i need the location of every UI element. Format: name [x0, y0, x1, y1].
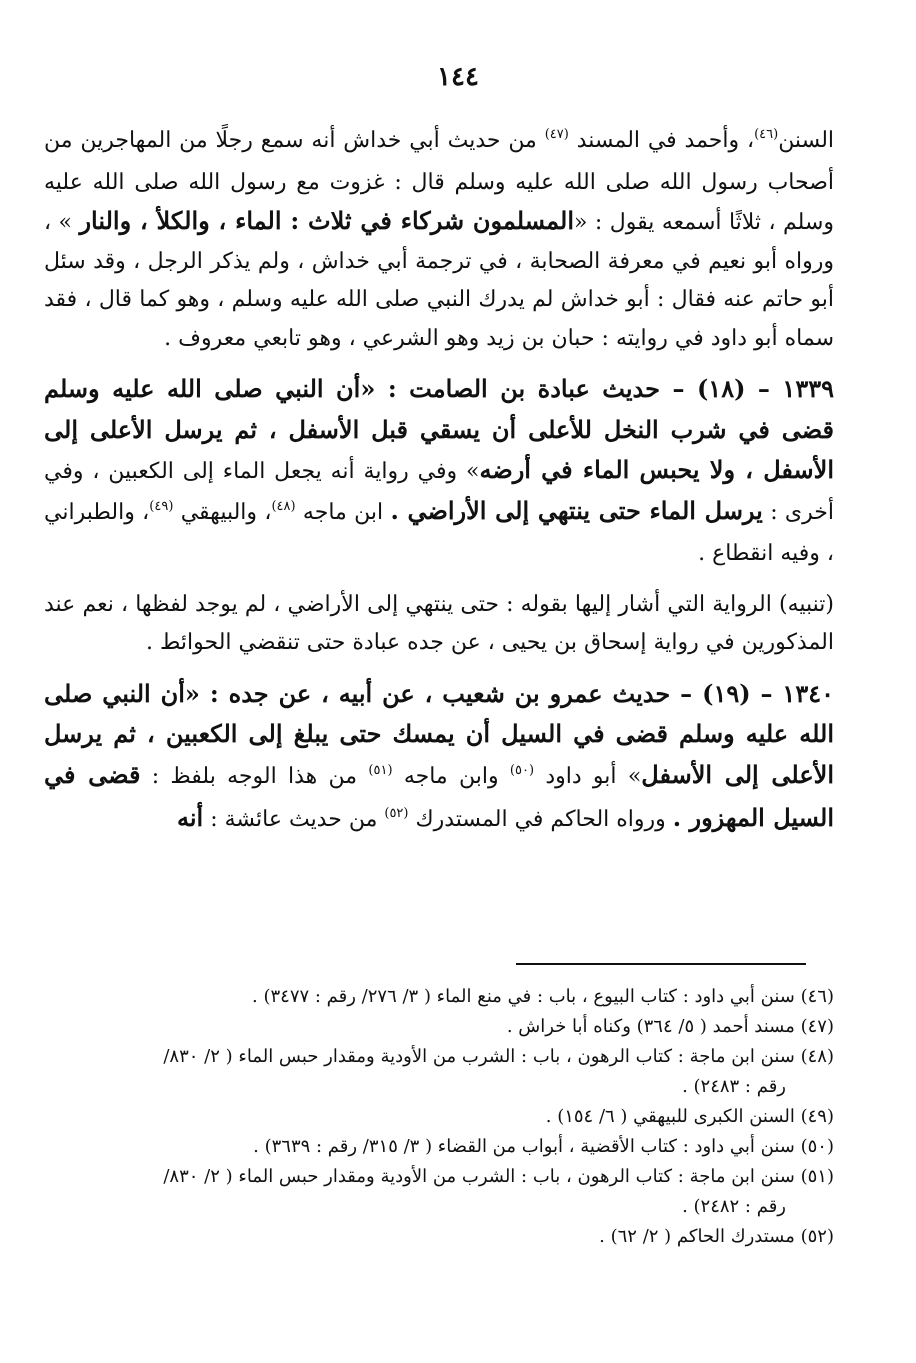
text-run: من هذا الوجه بلفظ : — [151, 763, 358, 789]
footnote-48 — [44, 1042, 834, 1102]
footnote-continuation: رقم : ٢٤٨٣) . — [682, 1076, 786, 1097]
paragraph-hadith-1339 — [44, 370, 834, 574]
paragraph-hadith-abu-khidash — [44, 122, 834, 358]
footnote-ref-46: (٤٦) — [754, 127, 779, 142]
footnote-49: (٤٩) السنن الكبرى للبيهقي ( ٦/ ١٥٤) . — [545, 1106, 834, 1127]
footnotes-list — [44, 982, 834, 1252]
text-run: من حديث عائشة : — [210, 807, 378, 832]
text-run: وابن ماجه — [403, 763, 499, 789]
footnote-text: (٤٨) سنن ابن ماجة : كتاب الرهون ، باب : الشرب من الأودية ومقدار حبس الماء ( ٢/ ٨٣٠/ — [163, 1046, 834, 1067]
text-run: ، والبيهقي — [180, 499, 272, 525]
footnote-46: (٤٦) سنن أبي داود : كتاب البيوع ، باب : في منع الماء ( ٣/ ٢٧٦/ رقم : ٣٤٧٧) . — [252, 986, 834, 1007]
footnote-ref-47: (٤٧) — [544, 127, 569, 142]
bold-quote: أنه — [176, 803, 204, 832]
text-run: ابن ماجه — [302, 499, 384, 525]
text-run: ورواه الحاكم في المستدرك — [415, 807, 666, 832]
paragraph-note — [44, 586, 834, 663]
footnote-ref-52: (٥٢) — [384, 806, 409, 821]
text-run: » وفي رواية أنه يجعل الماء إلى الكعبين ، وفي أخرى : — [44, 459, 834, 525]
main-text — [44, 122, 834, 843]
footnote-ref-50: (٥٠) — [509, 762, 535, 778]
hadith-heading-1339: ١٣٣٩ – (١٨) – حديث عبادة بن الصامت : «أن النبي صلى الله عليه وسلم قضى في شرب النخل للأعلى أن يسقي قبل الأسفل ، ثم يرسل الأعلى إلى الأسفل ، ولا يحبس الماء في أرضه — [44, 374, 834, 484]
footnote-52: (٥٢) مستدرك الحاكم ( ٢/ ٦٢) . — [599, 1226, 834, 1247]
page-number: ١٤٤ — [437, 62, 479, 92]
bold-quote: قضى في السيل المهزور . — [44, 759, 834, 832]
footnote-continuation: رقم : ٢٤٨٢) . — [682, 1196, 786, 1217]
text-run: ، والطبراني ، وفيه انقطاع . — [44, 499, 834, 566]
footnote-divider — [516, 963, 806, 965]
footnote-50: (٥٠) سنن أبي داود : كتاب الأقضية ، أبواب من القضاء ( ٣/ ٣١٥/ رقم : ٣٦٣٩) . — [253, 1136, 834, 1157]
footnote-51 — [44, 1162, 834, 1222]
footnote-47: (٤٧) مسند أحمد ( ٥/ ٣٦٤) وكناه أبا خراش . — [506, 1016, 834, 1037]
text-run: من حديث أبي خداش أنه سمع رجلًا من المهاجرين من أصحاب رسول الله صلى الله عليه وسلم قال : غزوت مع رسول الله صلى الله عليه وسلم ، ثلاثًا أسمعه يقول : « — [44, 128, 834, 235]
text-run: » ، ورواه أبو نعيم في معرفة الصحابة ، في ترجمة أبي خداش ، ولم يذكر الرجل ، وقد سئل أبو حاتم عنه فقال : أبو خداش لم يدرك النبي صلى الله عليه وسلم ، وهو كما قال ، فقد سماه أبو داود في روايته : حبان بن زيد وهو الشرعي ، وهو تابعي معروف . — [44, 210, 834, 351]
footnote-ref-49: (٤٩) — [149, 498, 174, 514]
bold-quote: المسلمون شركاء في ثلاث : الماء ، والكلأ ، والنار — [79, 206, 574, 235]
footnote-ref-51: (٥١) — [368, 762, 393, 778]
bold-quote: يرسل الماء حتى ينتهي إلى الأراضي . — [390, 495, 763, 525]
paragraph-hadith-1340 — [44, 675, 834, 843]
text-run: السنن — [778, 128, 835, 153]
text-run: ، وأحمد في المسند — [576, 128, 755, 153]
text-run: (تنبيه) الرواية التي أشار إليها بقوله : حتى ينتهي إلى الأراضي ، لم يوجد لفظها ، نعم عند المذكورين في رواية إسحاق بن يحيى ، عن جده عبادة حتى تنقضي الحوائط . — [44, 591, 834, 655]
footnote-text: (٥١) سنن ابن ماجة : كتاب الرهون ، باب : الشرب من الأودية ومقدار حبس الماء ( ٢/ ٨٣٠/ — [163, 1166, 834, 1187]
footnote-ref-48: (٤٨) — [271, 498, 296, 514]
text-run: » أبو داود — [545, 763, 642, 789]
hadith-heading-1340: ١٣٤٠ – (١٩) – حديث عمرو بن شعيب ، عن أبيه ، عن جده : «أن النبي صلى الله عليه وسلم قضى في السيل أن يمسك حتى يبلغ إلى الكعبين ، ثم يرسل الأعلى إلى الأسفل — [44, 678, 834, 789]
